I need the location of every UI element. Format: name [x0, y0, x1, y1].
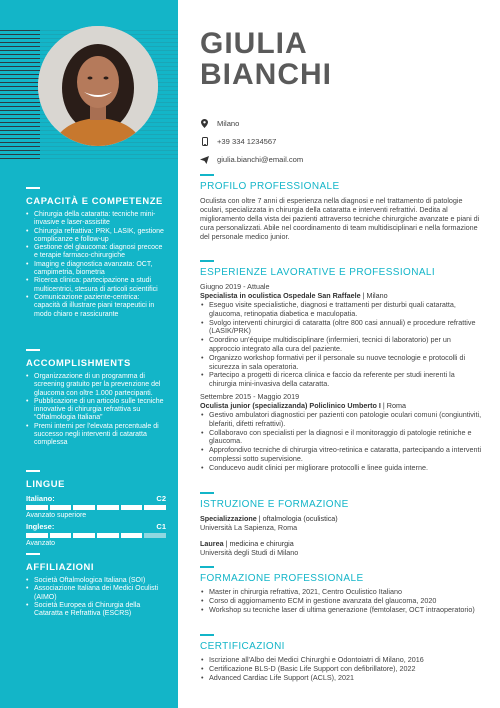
certifications-title: CERTIFICAZIONI [200, 641, 285, 652]
list-item: • Società Oftalmologica Italiana (SOI) [26, 577, 166, 585]
accomplishments-list [26, 373, 166, 448]
proficiency-segment [50, 505, 72, 510]
section-divider [200, 634, 214, 636]
profile-section [200, 174, 482, 241]
contact-email [200, 155, 303, 164]
accomplishments-title: ACCOMPLISHMENTS [26, 357, 131, 368]
list-item: • Chirurgia della cataratta: tecniche mini-invasive e laser-assistite [26, 211, 166, 228]
profile-title: PROFILO PROFESSIONALE [200, 181, 340, 192]
last-name: BIANCHI [200, 58, 332, 91]
proficiency-segment [144, 533, 166, 538]
list-item: • Gestivo ambulatori diagnostici per pazienti con patologie oculari comuni (congiuntiviti, blefariti, difetti refrattivi). [200, 411, 482, 429]
skills-list [26, 211, 166, 319]
training-list [200, 588, 482, 614]
section-divider [26, 187, 40, 189]
section-divider [200, 174, 214, 176]
proficiency-segment [73, 533, 95, 538]
city-text: Milano [217, 119, 240, 128]
list-item: • Conducevo audit clinici per migliorare protocolli e linee guida interne. [200, 464, 482, 473]
skills-title: CAPACITÀ E COMPETENZE [26, 195, 163, 206]
proficiency-segment [97, 533, 119, 538]
affiliations-list [26, 577, 166, 618]
phone-icon [200, 137, 209, 146]
phone-text: +39 334 1234567 [217, 137, 277, 146]
section-divider [26, 470, 40, 472]
accomplishments-section [26, 349, 166, 448]
language-level: Avanzato superiore [26, 512, 87, 519]
list-item: • Coordino un'équipe multidisciplinare (infermieri, tecnici di laboratorio) per un approccio integrato alla cura del paziente. [200, 336, 482, 354]
job-duties-list [200, 301, 482, 389]
list-item: • Workshop su tecniche laser di ultima generazione (femtolaser, OCT intraoperatorio) [200, 606, 482, 615]
location-pin-icon [200, 119, 209, 128]
skills-section [26, 187, 166, 319]
list-item: • Imaging e diagnostica avanzata: OCT, campimetria, biometria [26, 261, 166, 278]
languages-section [26, 470, 166, 550]
certifications-list [200, 656, 482, 682]
decorative-stripes-dark [0, 30, 40, 160]
sidebar [0, 0, 178, 708]
training-title: FORMAZIONE PROFESSIONALE [200, 573, 364, 584]
list-item: • Pubblicazione di un articolo sulle tecniche innovative di chirurgia refrattiva su “Oftalmologia Italiana” [26, 398, 166, 423]
list-item: • Collaboravo con specialisti per la diagnosi e il monitoraggio di patologie retiniche e glaucoma. [200, 429, 482, 447]
job-title: Oculista junior (specializzanda) Policlinico Umberto I | Roma [200, 400, 406, 410]
section-divider [200, 492, 214, 494]
job-dates: Giugno 2019 - Attuale [200, 282, 270, 291]
list-item: • Associazione Italiana dei Medici Oculisti (AIMO) [26, 585, 166, 602]
candidate-name [200, 28, 332, 90]
section-divider [200, 566, 214, 568]
list-item: • Svolgo interventi chirurgici di cataratta (oltre 800 casi annuali) e procedure refrattive (LASIK/PRK) [200, 319, 482, 337]
proficiency-segment [73, 505, 95, 510]
profile-photo [38, 26, 158, 146]
list-item: • Organizzo workshop formativi per il personale su nuove tecnologie e protocolli di sicurezza in sala operatoria. [200, 354, 482, 372]
education-title: ISTRUZIONE E FORMAZIONE [200, 499, 349, 510]
proficiency-segment [144, 505, 166, 510]
list-item: • Organizzazione di un programma di screening gratuito per la prevenzione del glaucoma con oltre 1.000 partecipanti. [26, 373, 166, 398]
proficiency-segment [121, 505, 143, 510]
list-item: • Società Europea di Chirurgia della Cataratta e Refrattiva (ESCRS) [26, 602, 166, 619]
education-degree: Specializzazione | oftalmologia (oculistica) [200, 514, 338, 523]
education-degree: Laurea | medicina e chirurgia [200, 539, 294, 548]
section-divider [200, 260, 214, 262]
language-code: C2 [156, 494, 166, 503]
proficiency-segment [97, 505, 119, 510]
profile-text: Oculista con oltre 7 anni di esperienza nella diagnosi e nel trattamento di patologie oculari, specializzata in chirurgia della cataratta e interventi refrattivi. Dedita al miglioramento della vista dei pazienti attraverso tecniche chirurgiche avanzate e piani di cura personalizzati. Abile nel coordinamento di team multidisciplinari e nella formazione del personale medico junior. [200, 196, 480, 241]
section-divider [26, 553, 40, 555]
language-name: Inglese: [26, 522, 55, 531]
list-item: • Iscrizione all'Albo dei Medici Chirurghi e Odontoiatri di Milano, 2016 [200, 656, 482, 665]
list-item: • Comunicazione paziente-centrica: capacità di illustrare piani terapeutici in modo chiaro e rassicurante [26, 294, 166, 319]
first-name: GIULIA [200, 27, 308, 60]
language-row [26, 494, 166, 503]
section-divider [26, 349, 40, 351]
proficiency-segment [26, 505, 48, 510]
list-item: • Chirurgia refrattiva: PRK, LASIK, gestione complicanze e follow-up [26, 228, 166, 245]
language-code: C1 [156, 522, 166, 531]
job-duties-list [200, 411, 482, 473]
list-item: • Certificazione BLS-D (Basic Life Support con defibrillatore), 2022 [200, 665, 482, 674]
language-proficiency-bar [26, 533, 166, 538]
list-item: • Gestione del glaucoma: diagnosi precoce e terapie farmaco-chirurgiche [26, 244, 166, 261]
language-level: Avanzato [26, 540, 56, 547]
list-item: • Premi interni per l'elevata percentuale di successo negli interventi di cataratta complessa [26, 423, 166, 448]
list-item: • Partecipo a progetti di ricerca clinica e faccio da referente per studi inerenti la chirurgia mini-invasiva della cataratta. [200, 371, 482, 389]
list-item: • Ricerca clinica: partecipazione a studi multicentrici, stesura di articoli scientifici [26, 277, 166, 294]
job-title: Specialista in oculistica Ospedale San Raffaele | Milano [200, 291, 388, 300]
list-item: • Master in chirurgia refrattiva, 2021, Centro Oculistico Italiano [200, 588, 482, 597]
affiliations-section [26, 553, 166, 618]
list-item: • Advanced Cardiac Life Support (ACLS), 2021 [200, 674, 482, 683]
email-text[interactable]: giulia.bianchi@email.com [217, 155, 304, 164]
experience-title: ESPERIENZE LAVORATIVE E PROFESSIONALI [200, 267, 436, 278]
proficiency-segment [121, 533, 143, 538]
proficiency-segment [50, 533, 72, 538]
list-item: • Eseguo visite specialistiche, diagnosi e trattamenti per disturbi quali cataratta, glaucoma, retinopatia diabetica e maculopatia. [200, 301, 482, 319]
language-name: Italiano: [26, 494, 55, 503]
education-school: Università degli Studi di Milano [200, 548, 299, 557]
list-item: • Approfondivo tecniche di chirurgia vitreo-retinica e cataratta, partecipando a interventi complessi sotto supervisione. [200, 446, 482, 464]
language-proficiency-bar [26, 505, 166, 510]
job-dates: Settembre 2015 - Maggio 2019 [200, 391, 300, 401]
contact-city [200, 119, 239, 128]
training-section [200, 566, 482, 614]
experience-section [200, 260, 482, 473]
education-section [200, 492, 482, 557]
education-school: Università La Sapienza, Roma [200, 523, 298, 532]
language-row [26, 522, 166, 531]
send-icon [200, 156, 209, 164]
languages-title: LINGUE [26, 478, 66, 489]
list-item: • Corso di aggiornamento ECM in gestione avanzata del glaucoma, 2020 [200, 597, 482, 606]
contact-phone [200, 137, 276, 146]
proficiency-segment [26, 533, 48, 538]
certifications-section [200, 634, 482, 682]
affiliations-title: AFFILIAZIONI [26, 561, 95, 572]
